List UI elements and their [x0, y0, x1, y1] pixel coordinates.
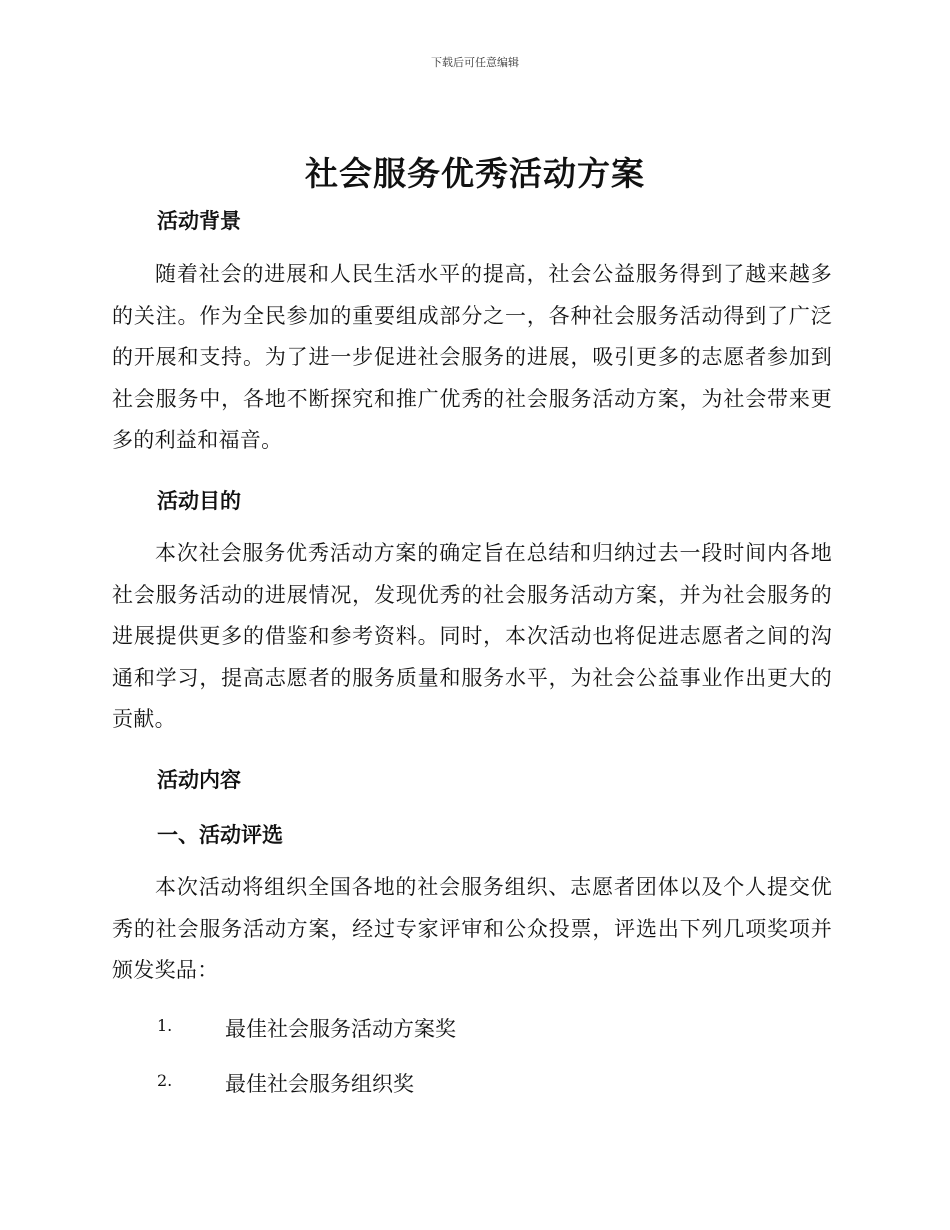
- section-heading-purpose: 活动目的: [157, 489, 241, 513]
- paragraph-background: 随着社会的进展和人民生活水平的提高，社会公益服务得到了越来越多的关注。作为全民参加的重要组成部分之一，各种社会服务活动得到了广泛的开展和支持。为了进一步促进社会服务的进展，吸引更多的志愿者参加到社会服务中，各地不断探究和推广优秀的社会服务活动方案，为社会带来更多的利益和福音。: [112, 262, 832, 452]
- list-item-label: 最佳社会服务组织奖: [225, 1072, 414, 1096]
- paragraph-selection: 本次活动将组织全国各地的社会服务组织、志愿者团体以及个人提交优秀的社会服务活动方案，经过专家评审和公众投票，评选出下列几项奖项并颁发奖品：: [112, 875, 832, 982]
- document-title: 社会服务优秀活动方案: [305, 154, 645, 193]
- subsection-heading-selection: 一、活动评选: [157, 823, 283, 847]
- section-heading-background: 活动背景: [157, 209, 241, 233]
- list-item-label: 最佳社会服务活动方案奖: [225, 1017, 456, 1041]
- page-header-note: 下载后可任意编辑: [431, 56, 519, 69]
- paragraph-purpose: 本次社会服务优秀活动方案的确定旨在总结和归纳过去一段时间内各地社会服务活动的进展情况，发现优秀的社会服务活动方案，并为社会服务的进展提供更多的借鉴和参考资料。同时，本次活动也将促进志愿者之间的沟通和学习，提高志愿者的服务质量和服务水平，为社会公益事业作出更大的贡献。: [112, 541, 832, 731]
- list-item-number: 1.: [157, 1016, 173, 1035]
- section-heading-content: 活动内容: [157, 768, 241, 792]
- list-item-number: 2.: [157, 1071, 173, 1090]
